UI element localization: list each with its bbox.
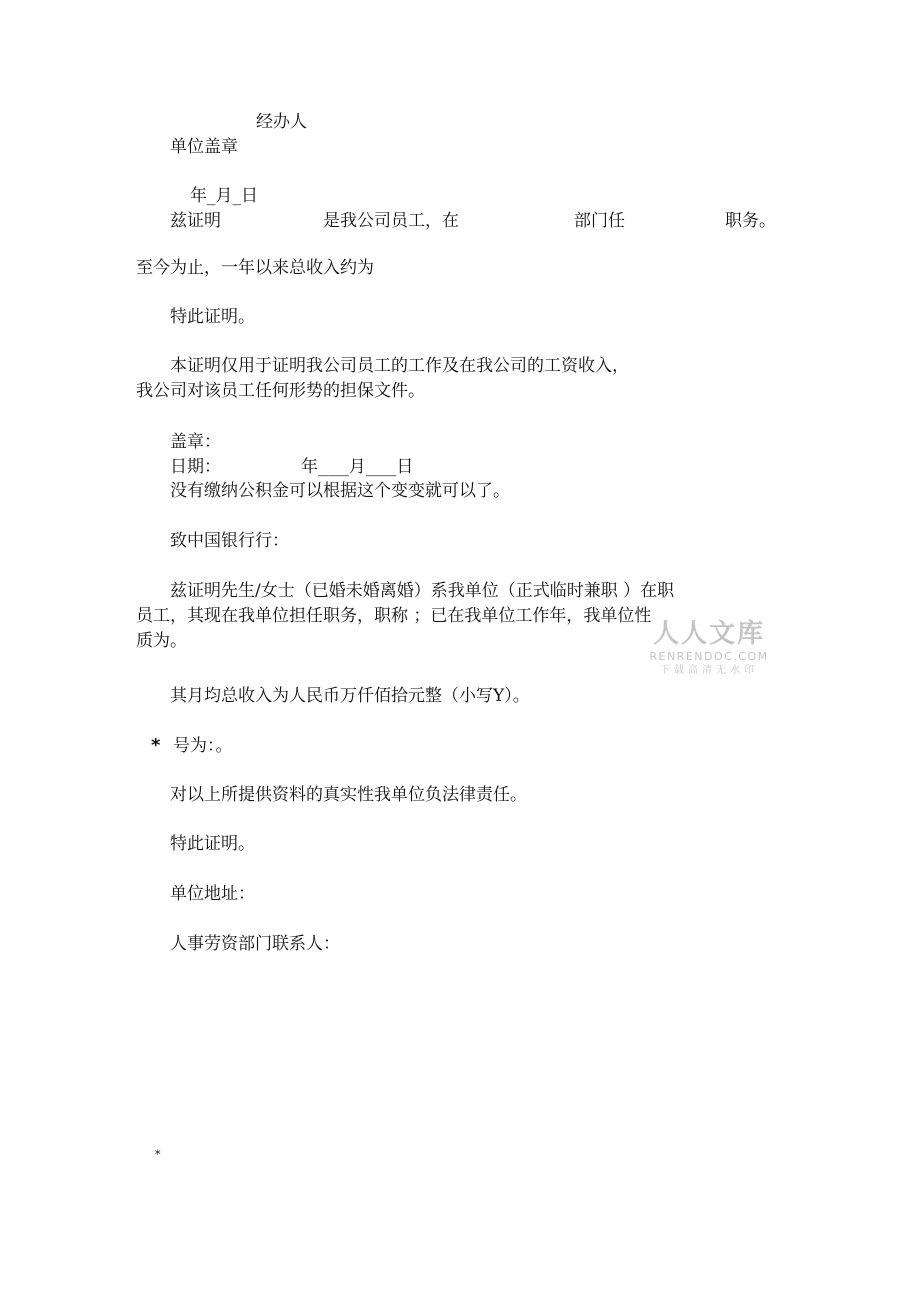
sign-date: 年_月_日 [190, 186, 258, 206]
employee-line2: 员工，其现在我单位担任职务，职称 ；已在我单位工作年，我单位性 [136, 606, 652, 626]
recipient-bank: 致中国银行行： [170, 531, 289, 551]
cert-line1-b: 是我公司员工，在 [323, 211, 459, 231]
date-label: 日期： [170, 457, 221, 477]
id-number-label: 号为：。 [173, 736, 233, 756]
cert-line1-c: 部门任 [574, 211, 625, 231]
employee-line1: 兹证明先生/女士（已婚未婚离婚）系我单位（正式临时兼职 ）在职 [170, 581, 675, 601]
unit-address-label: 单位地址： [170, 884, 255, 904]
footer-mark: * [155, 1148, 161, 1161]
date-blanks: 年___月___日 [301, 457, 414, 477]
cert-line1-d: 职务。 [725, 211, 776, 231]
watermark-url: RENRENDOC.COM [649, 650, 769, 663]
cert-income-line: 至今为止，一年以来总收入约为 [136, 258, 374, 278]
responsibility-statement: 对以上所提供资料的真实性我单位负法律责任。 [170, 785, 527, 805]
watermark-subtitle: 下载高清无水印 [660, 665, 758, 676]
handler-label: 经办人 [256, 112, 307, 132]
hr-contact-label: 人事劳资部门联系人： [170, 934, 340, 954]
purpose-line1: 本证明仅用于证明我公司员工的工作及在我公司的工资收入， [170, 356, 629, 376]
watermark-logo [646, 618, 772, 678]
seal-label: 盖章： [170, 432, 221, 452]
purpose-line2: 我公司对该员工任何形势的担保文件。 [136, 381, 425, 401]
cert-line1-a: 兹证明 [170, 211, 221, 231]
id-star-mark: * [151, 735, 161, 756]
provident-note: 没有缴纳公积金可以根据这个变变就可以了。 [170, 481, 510, 501]
watermark-title: 人人文库 [652, 619, 765, 649]
monthly-income: 其月均总收入为人民币万仟佰拾元整（小写Y）。 [170, 686, 530, 706]
employee-line3: 质为。 [136, 631, 187, 651]
unit-seal-label: 单位盖章 [170, 137, 238, 157]
special-proof-2: 特此证明。 [170, 834, 255, 854]
special-proof-1: 特此证明。 [170, 307, 255, 327]
